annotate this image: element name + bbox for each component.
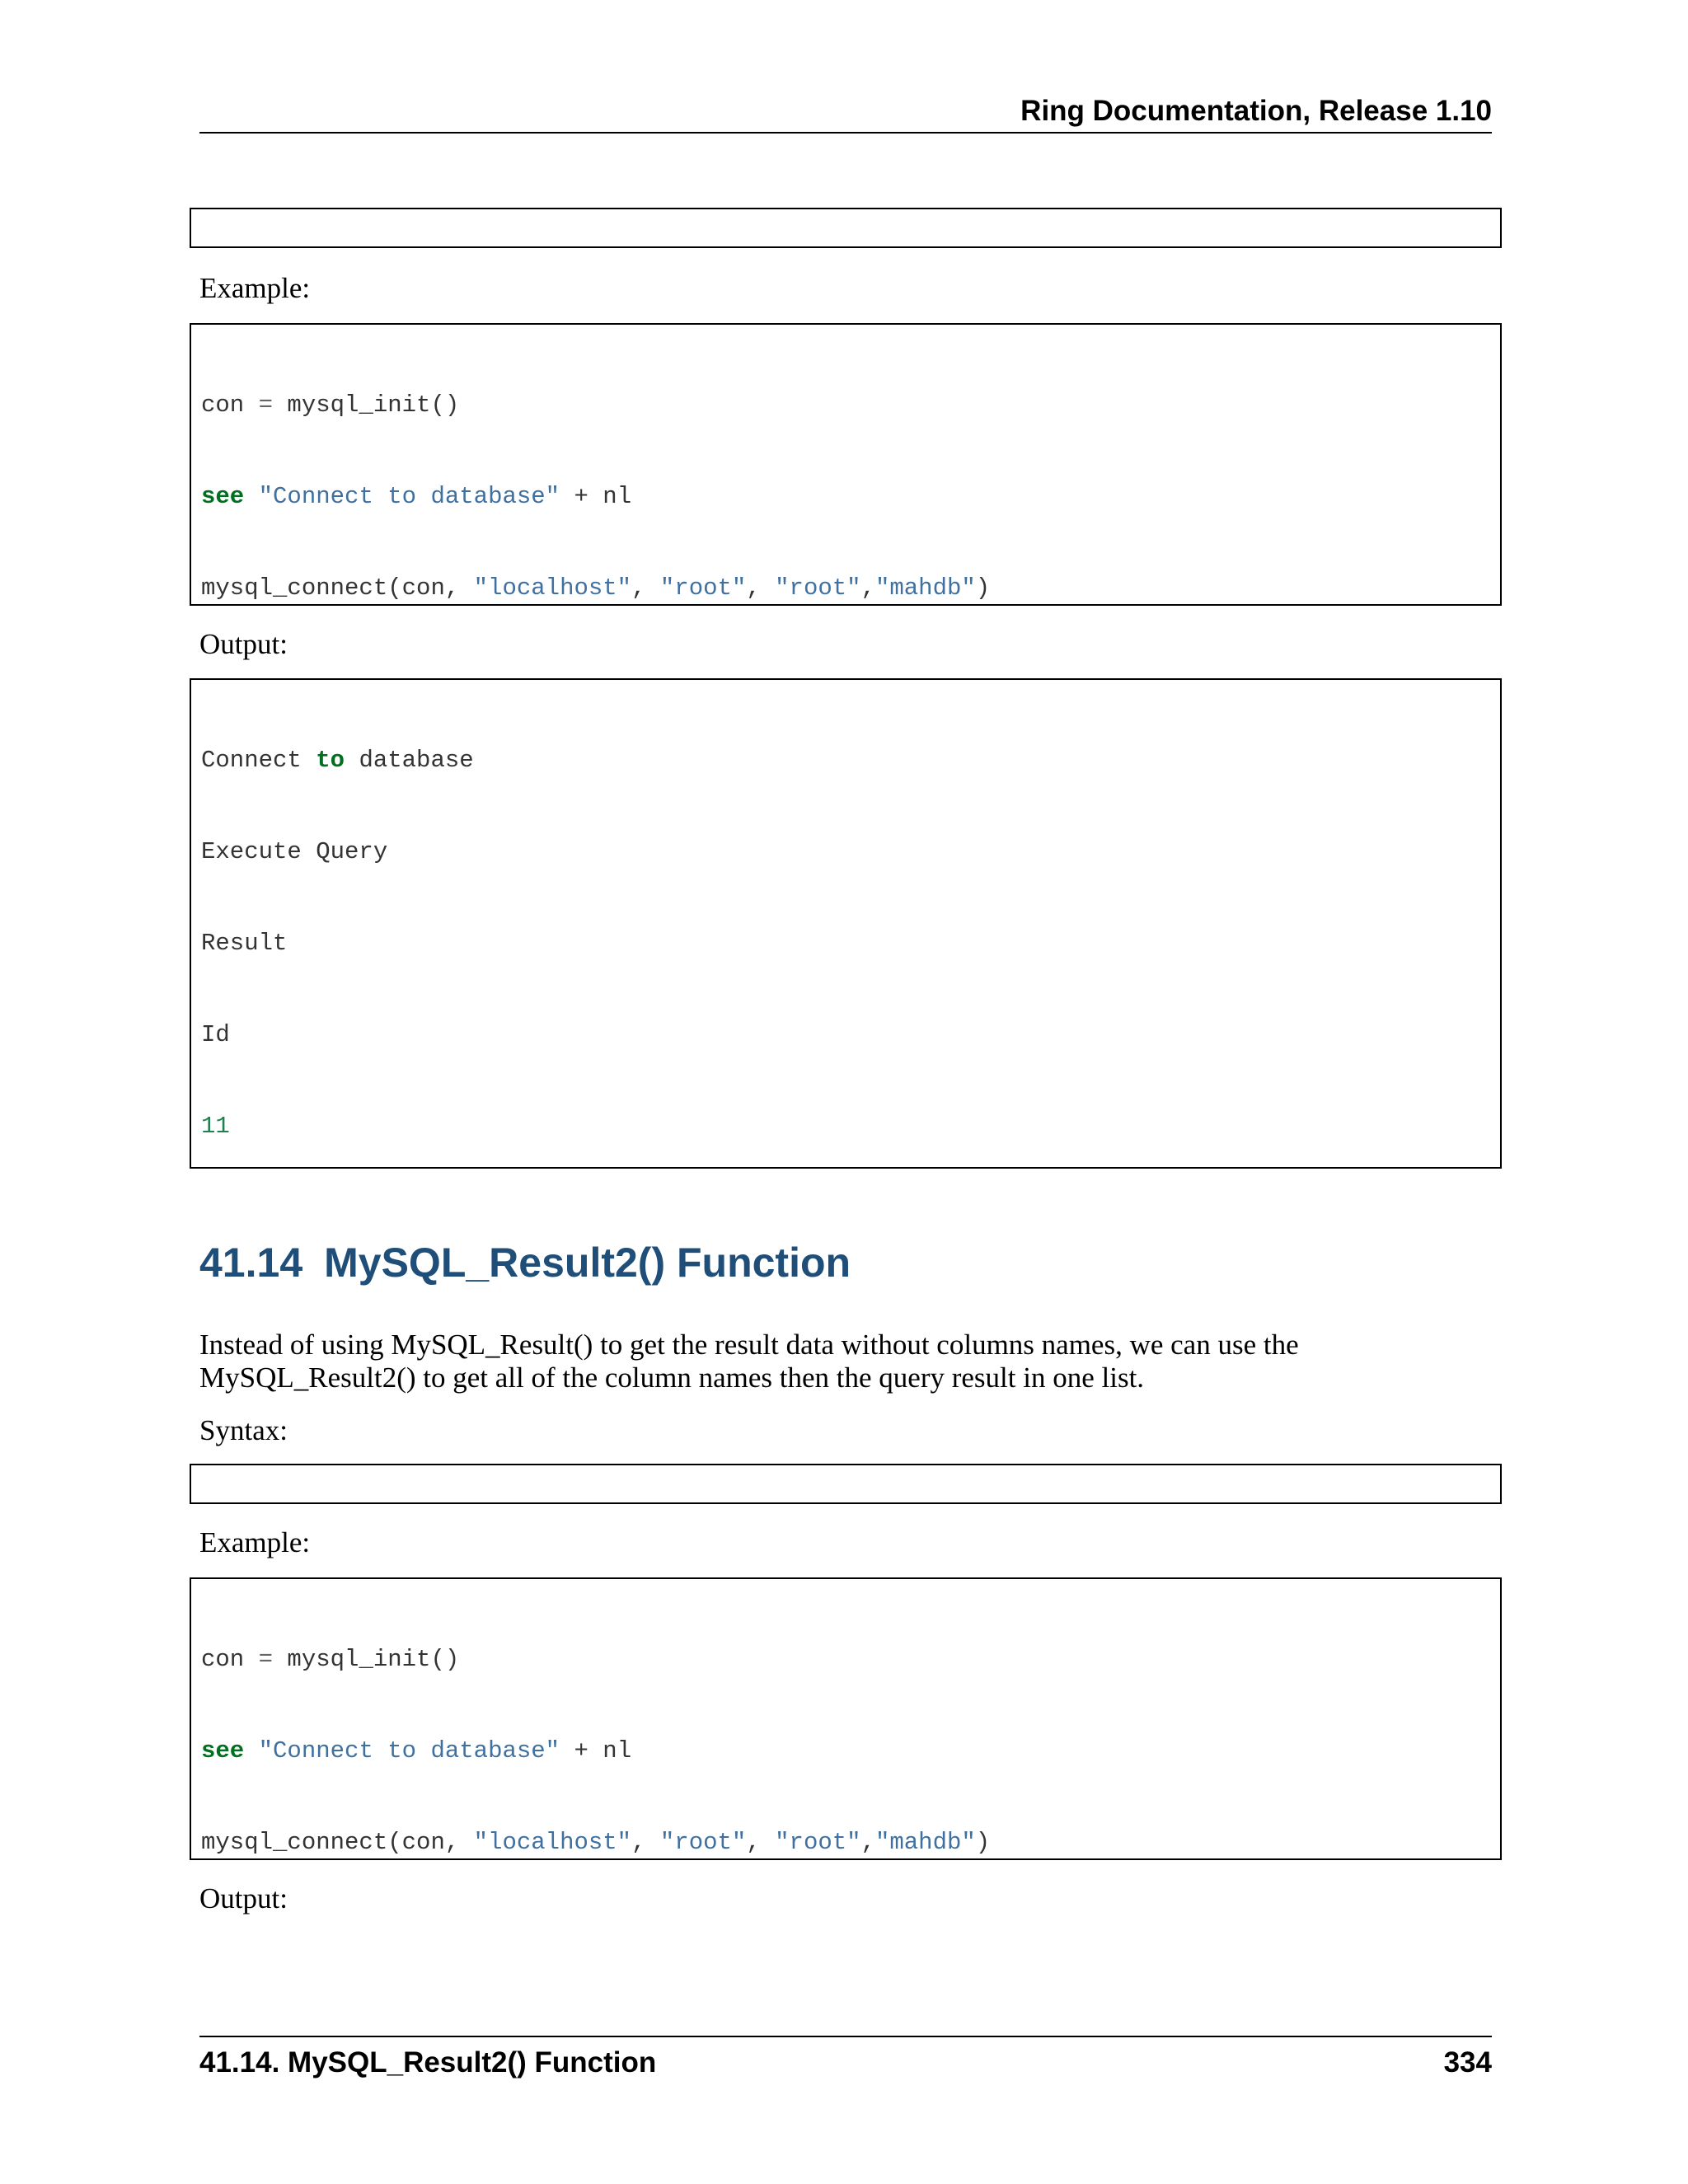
output-line: Result [201, 930, 288, 957]
code-output-columns [190, 678, 1502, 1169]
output-line: Execute Query [201, 838, 388, 865]
page-footer [199, 2036, 1492, 2083]
code-line: con = mysql_init() [201, 391, 460, 419]
output-line: Id [201, 1021, 230, 1048]
example-label: Example: [199, 1526, 311, 1558]
syntax-box-result2 [190, 1464, 1502, 1504]
code-line: con = mysql_init() [201, 1646, 460, 1673]
syntax-label: Syntax: [199, 1414, 288, 1446]
section-heading [199, 1234, 851, 1291]
section-number: 41.14 [199, 1240, 303, 1286]
output-line: 11 [201, 1113, 230, 1140]
output-label: Output: [199, 1882, 288, 1915]
syntax-box-columns [190, 208, 1502, 248]
code-line: see "Connect to database" + nl [201, 483, 632, 510]
code-line: see "Connect to database" + nl [201, 1737, 632, 1765]
example-label: Example: [199, 272, 311, 304]
code-example-result2 [190, 1577, 1502, 1860]
section-paragraph: Instead of using MySQL_Result() to get the result data without columns names, we can use the MySQL_Result2() to get all of the column names then the query result in one list. [199, 1329, 1299, 1394]
page-number: 334 [1443, 2046, 1492, 2079]
code-line: mysql_connect(con, "localhost", "root", "root","mahdb") [201, 574, 991, 602]
output-line: Connect to database [201, 747, 474, 774]
section-title-text: MySQL_Result2() Function [324, 1240, 851, 1286]
code-line: mysql_connect(con, "localhost", "root", "root","mahdb") [201, 1829, 991, 1856]
footer-section: 41.14. MySQL_Result2() Function [199, 2046, 657, 2079]
document-title: Ring Documentation, Release 1.10 [1020, 95, 1492, 127]
page-header [199, 91, 1492, 134]
code-example-columns [190, 323, 1502, 606]
output-label: Output: [199, 628, 288, 660]
